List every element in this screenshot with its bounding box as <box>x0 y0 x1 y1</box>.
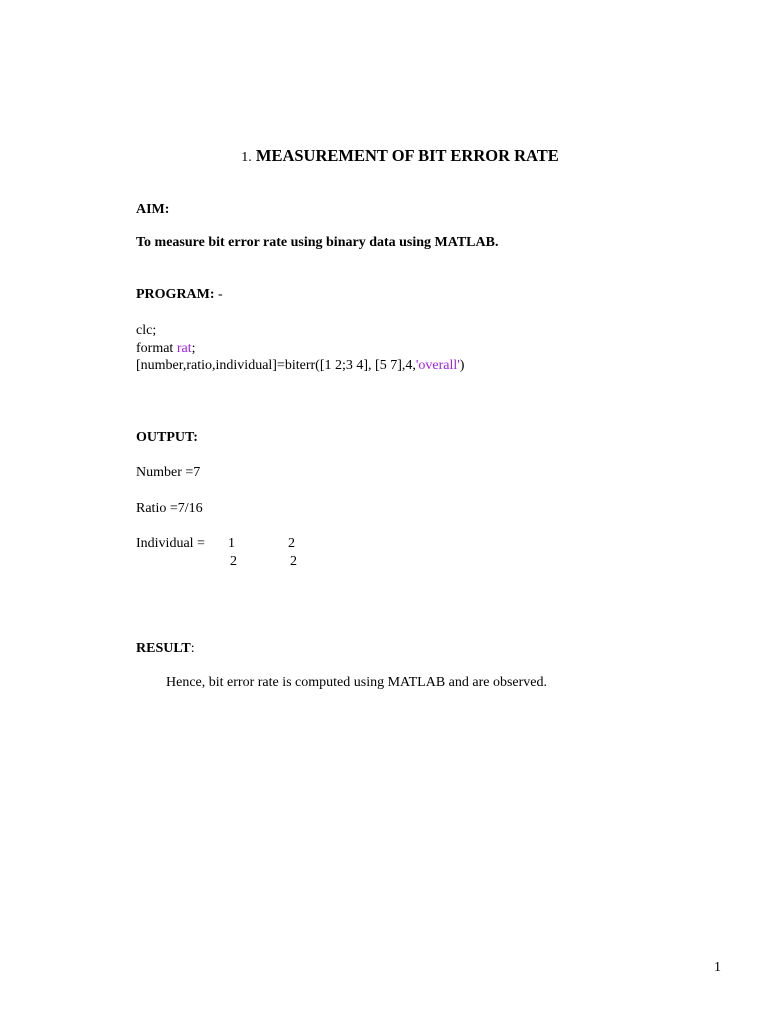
aim-text: To measure bit error rate using binary data using MATLAB. <box>136 235 499 250</box>
code-line-2-prefix: format <box>136 341 177 356</box>
page-title <box>0 147 768 167</box>
result-text: Hence, bit error rate is computed using MATLAB and are observed. <box>166 675 547 690</box>
code-line-1: clc; <box>136 323 157 338</box>
program-heading: PROGRAM: <box>136 287 215 302</box>
matrix-cell: 2 <box>288 536 295 551</box>
result-heading-line <box>136 640 195 658</box>
title-number: 1. <box>241 150 252 165</box>
aim-heading: AIM: <box>136 202 170 217</box>
code-line-3-suffix: ) <box>459 358 465 373</box>
page-number: 1 <box>714 960 721 975</box>
output-individual-label: Individual = <box>136 536 205 551</box>
program-heading-suffix: - <box>214 287 223 302</box>
code-line-3-prefix: [number,ratio,individual]=biterr([1 2;3 4], [5 7],4, <box>136 358 416 373</box>
code-keyword-rat: rat <box>176 341 192 356</box>
code-line-2 <box>136 340 195 358</box>
output-ratio: Ratio =7/16 <box>136 501 203 516</box>
matrix-cell: 1 <box>228 536 235 551</box>
result-heading: RESULT <box>136 641 191 656</box>
code-line-2-suffix: ; <box>191 341 196 356</box>
matrix-cell: 2 <box>290 554 297 569</box>
code-string-overall: 'overall' <box>415 358 460 373</box>
output-number: Number =7 <box>136 465 201 480</box>
program-heading-line <box>136 286 223 304</box>
output-heading: OUTPUT: <box>136 430 198 445</box>
matrix-cell: 2 <box>230 554 237 569</box>
result-heading-suffix: : <box>190 641 195 656</box>
title-text: MEASUREMENT OF BIT ERROR RATE <box>255 146 559 165</box>
code-line-3 <box>136 357 464 375</box>
